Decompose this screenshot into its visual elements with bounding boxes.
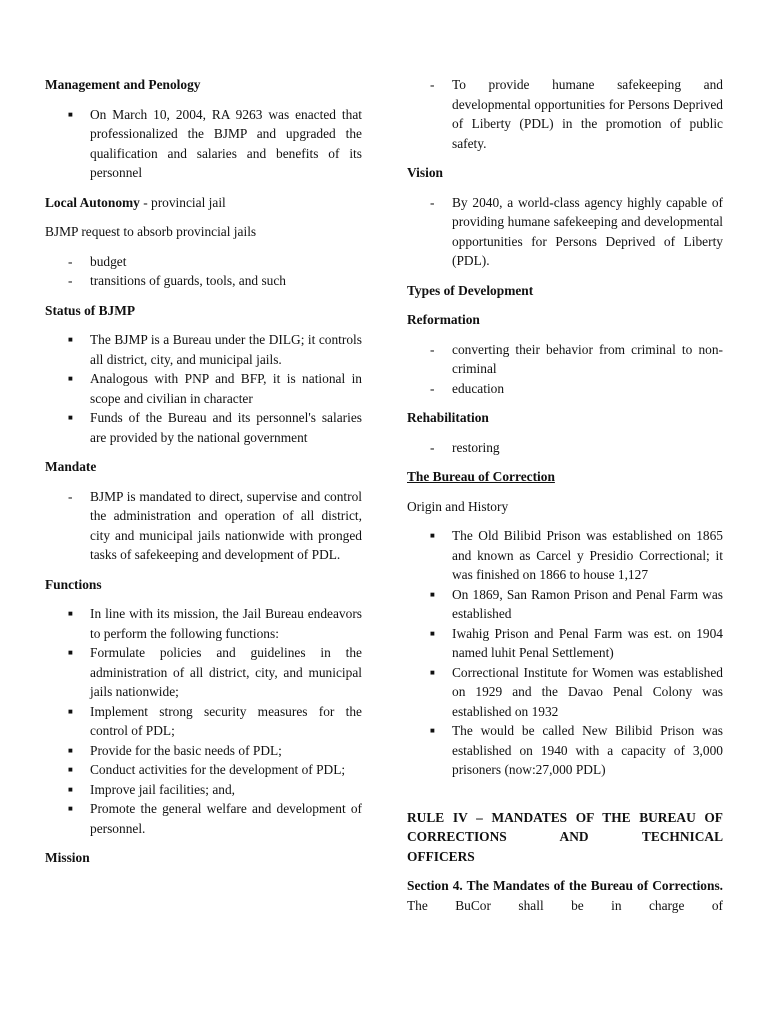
square-bullet-icon: ■: [68, 609, 73, 618]
dash-bullet-icon: -: [68, 273, 73, 288]
square-bullet-icon: ■: [68, 648, 73, 657]
list-functions: [45, 604, 362, 838]
heading-bureau-correction: The Bureau of Correction: [407, 469, 555, 484]
rule-heading-line-3: OFFICERS: [407, 848, 475, 864]
list-item: ■ Correctional Institute for Women was established on 1929 and the Davao Penal Colony was established on 1932: [430, 664, 723, 719]
dash-bullet-icon: -: [430, 380, 435, 396]
list-item: ■ Analogous with PNP and BFP, it is national in scope and civilian in character: [68, 371, 362, 406]
dash-bullet-icon: -: [430, 439, 435, 455]
heading-types-development: Types of Development: [407, 282, 534, 298]
square-bullet-icon: ■: [430, 628, 435, 638]
list-item: - restoring: [407, 438, 723, 458]
list-item: - By 2040, a world-class agency highly capable of providing humane safekeeping and developmental opportunities for Persons Deprived of Liberty (PDL).: [430, 194, 723, 268]
square-bullet-icon: ■: [68, 109, 73, 119]
list-mission: [407, 75, 723, 153]
square-bullet-icon: ■: [430, 667, 435, 677]
list-vision: [407, 193, 723, 271]
list-item: ■ Provide for the basic needs of PDL;: [45, 741, 362, 761]
square-bullet-icon: ■: [430, 726, 435, 735]
square-bullet-icon: ■: [68, 706, 73, 716]
square-bullet-icon: ■: [68, 745, 73, 755]
square-bullet-icon: ■: [68, 804, 73, 813]
list-status: [45, 330, 362, 447]
list-item: ■ Implement strong security measures for the control of PDL;: [68, 703, 362, 738]
rule-heading-line-2: CORRECTIONS AND TECHNICAL: [407, 829, 723, 844]
dash-bullet-icon: -: [430, 341, 435, 357]
square-bullet-icon: ■: [68, 374, 73, 383]
list-item: ■ Iwahig Prison and Penal Farm was est. on 1904 named luhit Penal Settlement): [430, 625, 723, 660]
list-item: ■ Promote the general welfare and development of personnel.: [68, 801, 362, 836]
heading-rehabilitation: Rehabilitation: [407, 410, 489, 425]
list-item: ■ Improve jail facilities; and,: [45, 780, 362, 800]
square-bullet-icon: ■: [68, 765, 73, 774]
origin-history-line: Origin and History: [407, 498, 509, 514]
list-origin-history: [407, 526, 723, 780]
square-bullet-icon: ■: [68, 335, 73, 344]
heading-mandate: Mandate: [45, 459, 97, 474]
list-item: ■ The BJMP is a Bureau under the DILG; it controls all district, city, and municipal jails.: [68, 332, 362, 367]
heading-reformation: Reformation: [407, 312, 480, 327]
list-item: - To provide humane safekeeping and developmental opportunities for Persons Deprived of Liberty (PDL) in the promotion of public safety.: [430, 77, 723, 151]
list-item: - converting their behavior from criminal to non-criminal: [430, 341, 723, 376]
list-item: ■ Funds of the Bureau and its personnel's salaries are provided by the national government: [68, 410, 362, 445]
heading-vision: Vision: [407, 165, 443, 180]
square-bullet-icon: ■: [68, 413, 73, 422]
list-item: ■ The Old Bilibid Prison was established on 1865 and known as Carcel y Presidio Correctional; it was finished on 1866 to house 1,127: [430, 528, 723, 582]
rule-heading-line-1: RULE IV – MANDATES OF THE BUREAU OF: [407, 809, 723, 825]
list-item: - BJMP is mandated to direct, supervise and control the administration and operation of all district, city and municipal jails nationwide with pronged tasks of safekeeping and development of PDL.: [68, 488, 362, 562]
list-item: ■ On 1869, San Ramon Prison and Penal Farm was established: [430, 586, 723, 621]
square-bullet-icon: ■: [430, 531, 435, 540]
dash-bullet-icon: -: [68, 488, 73, 504]
list-item: ■ On March 10, 2004, RA 9263 was enacted that professionalized the BJMP and upgraded the qualification and salaries and benefits of its personnel: [68, 106, 362, 180]
heading-functions: Functions: [45, 576, 102, 592]
local-autonomy-line: Local Autonomy - provincial jail: [45, 194, 226, 210]
dash-bullet-icon: -: [430, 194, 435, 210]
list-rehabilitation: [407, 438, 723, 458]
section-4-paragraph: Section 4. The Mandates of the Bureau of Corrections. The BuCor shall be in charge of: [407, 878, 723, 913]
left-column: [45, 75, 362, 878]
list-reformation: [407, 340, 723, 399]
list-item: ■ The would be called New Bilibid Prison was established on 1940 with a capacity of 3,000 prisoners (now:27,000 PDL): [430, 723, 723, 777]
list-item: - budget: [45, 252, 362, 272]
heading-management-penology: Management and Penology: [45, 77, 201, 92]
list-item: ■ In line with its mission, the Jail Bureau endeavors to perform the following functions:: [68, 606, 362, 641]
square-bullet-icon: ■: [68, 784, 73, 794]
dash-bullet-icon: -: [68, 253, 73, 269]
list-item: ■ Formulate policies and guidelines in the administration of all district, city, and municipal jails nationwide;: [68, 645, 362, 699]
square-bullet-icon: ■: [430, 589, 435, 599]
bjmp-request-line: BJMP request to absorb provincial jails: [45, 224, 257, 239]
list-mandate: [45, 487, 362, 565]
heading-status-bjmp: Status of BJMP: [45, 302, 136, 318]
list-management: [45, 105, 362, 183]
list-request: [45, 252, 362, 291]
right-column: [407, 75, 723, 915]
list-item: ■ Conduct activities for the development of PDL;: [45, 760, 362, 780]
list-item: - transitions of guards, tools, and such: [45, 271, 362, 291]
heading-mission: Mission: [45, 850, 90, 865]
list-item: - education: [407, 379, 723, 399]
dash-bullet-icon: -: [430, 77, 435, 92]
